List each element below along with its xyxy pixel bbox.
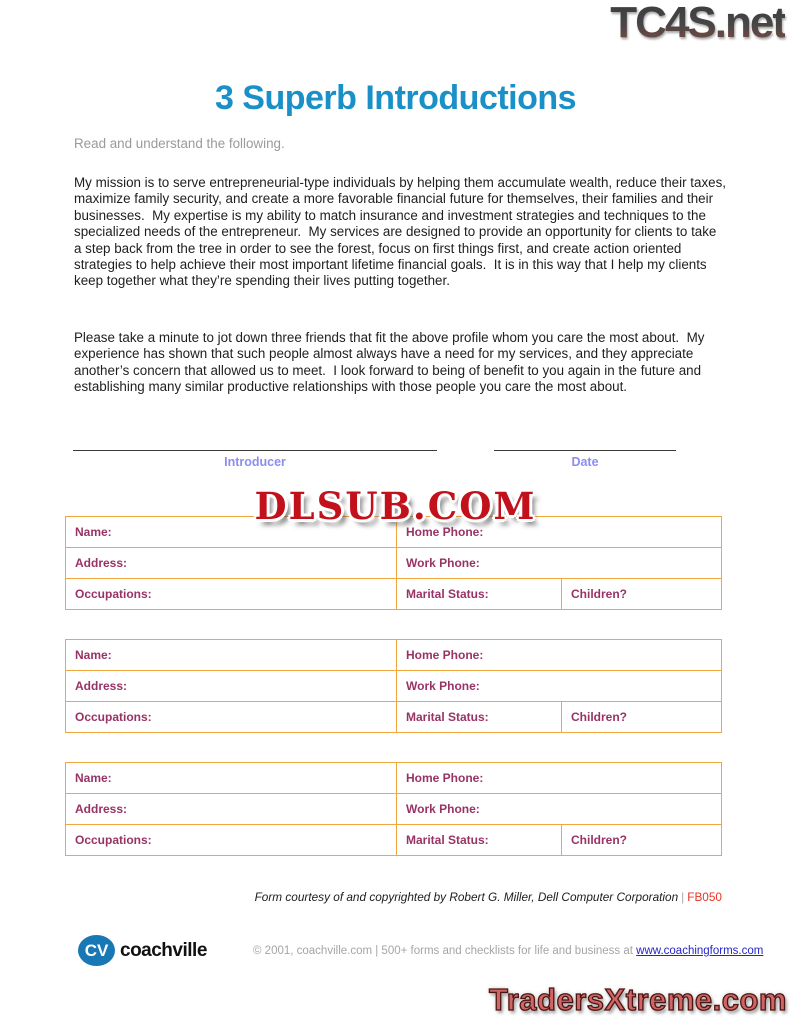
home-phone-cell: Home Phone:	[396, 517, 721, 547]
children-cell: Children?	[561, 579, 721, 609]
home-phone-cell: Home Phone:	[396, 640, 721, 670]
contact-table-3	[65, 762, 722, 856]
occupations-cell: Occupations:	[75, 710, 152, 724]
tradersxtreme-watermark: TradersXtreme.com	[489, 982, 787, 1017]
children-cell: Children?	[561, 825, 721, 855]
work-phone-cell: Work Phone:	[396, 671, 721, 701]
address-cell: Address:	[75, 679, 128, 693]
table-row	[66, 763, 721, 793]
table-row	[66, 640, 721, 670]
table-row	[66, 824, 721, 855]
footer-copyright-text: © 2001, coachville.com | 500+ forms and checklists for life and business at	[253, 945, 637, 957]
work-phone-cell: Work Phone:	[396, 794, 721, 824]
occupations-cell: Occupations:	[75, 587, 152, 601]
table-row	[66, 701, 721, 732]
date-signature-line	[494, 450, 676, 451]
coachingforms-link[interactable]: www.coachingforms.com	[636, 945, 764, 957]
coachville-logo-icon: CV	[78, 935, 115, 966]
work-phone-cell: Work Phone:	[396, 548, 721, 578]
attribution-separator: |	[681, 890, 685, 904]
form-code: FB050	[687, 890, 722, 904]
occupations-cell: Occupations:	[75, 833, 152, 847]
footer-copyright	[253, 945, 763, 957]
instruction-text: Read and understand the following.	[74, 136, 285, 151]
contact-table-2	[65, 639, 722, 733]
table-row	[66, 793, 721, 824]
marital-status-cell: Marital Status:	[396, 579, 561, 609]
address-cell: Address:	[75, 556, 128, 570]
mission-paragraph: My mission is to serve entrepreneurial-type individuals by helping them accumulate wealth, reduce their taxes, maximize family security, and create a more favorable financial future for themselves, their families and their businesses. My expertise is my ability to match insurance and investment strategies and techniques to the specialized needs of the entrepreneur. My services are designed to provide an opportunity for clients to take a step back from the tree in order to see the forest, focus on first things first, and create action oriented strategies to help achieve their most important lifetime financial goals. It is in this way that I help my clients keep together what they’re spending their lives putting together.	[74, 175, 730, 289]
attribution-text: Form courtesy of and copyrighted by Robert G. Miller, Dell Computer Corporation	[254, 890, 679, 904]
name-cell: Name:	[75, 525, 112, 539]
introducer-signature-line	[73, 450, 437, 451]
children-cell: Children?	[561, 702, 721, 732]
marital-status-cell: Marital Status:	[396, 825, 561, 855]
introducer-label: Introducer	[224, 455, 286, 469]
coachville-logo	[78, 935, 207, 966]
tc4s-watermark: TC4S.net	[610, 0, 785, 47]
table-row	[66, 578, 721, 609]
request-paragraph: Please take a minute to jot down three friends that fit the above profile whom you care the most about. My experience has shown that such people almost always have a need for my services, and they appreciate another’s concern that allowed us to meet. I look forward to being of benefit to you again in the future and establishing many similar productive relationships with those people you care the most about.	[74, 330, 709, 395]
page-title: 3 Superb Introductions	[214, 79, 577, 117]
name-cell: Name:	[75, 648, 112, 662]
home-phone-cell: Home Phone:	[396, 763, 721, 793]
address-cell: Address:	[75, 802, 128, 816]
contact-table-1	[65, 516, 722, 610]
name-cell: Name:	[75, 771, 112, 785]
date-label: Date	[571, 455, 599, 469]
table-row	[66, 547, 721, 578]
attribution-line	[255, 890, 722, 904]
marital-status-cell: Marital Status:	[396, 702, 561, 732]
table-row	[66, 670, 721, 701]
coachville-logo-text: coachville	[120, 939, 207, 961]
dlsub-watermark: DLSUB.COM	[254, 484, 537, 528]
